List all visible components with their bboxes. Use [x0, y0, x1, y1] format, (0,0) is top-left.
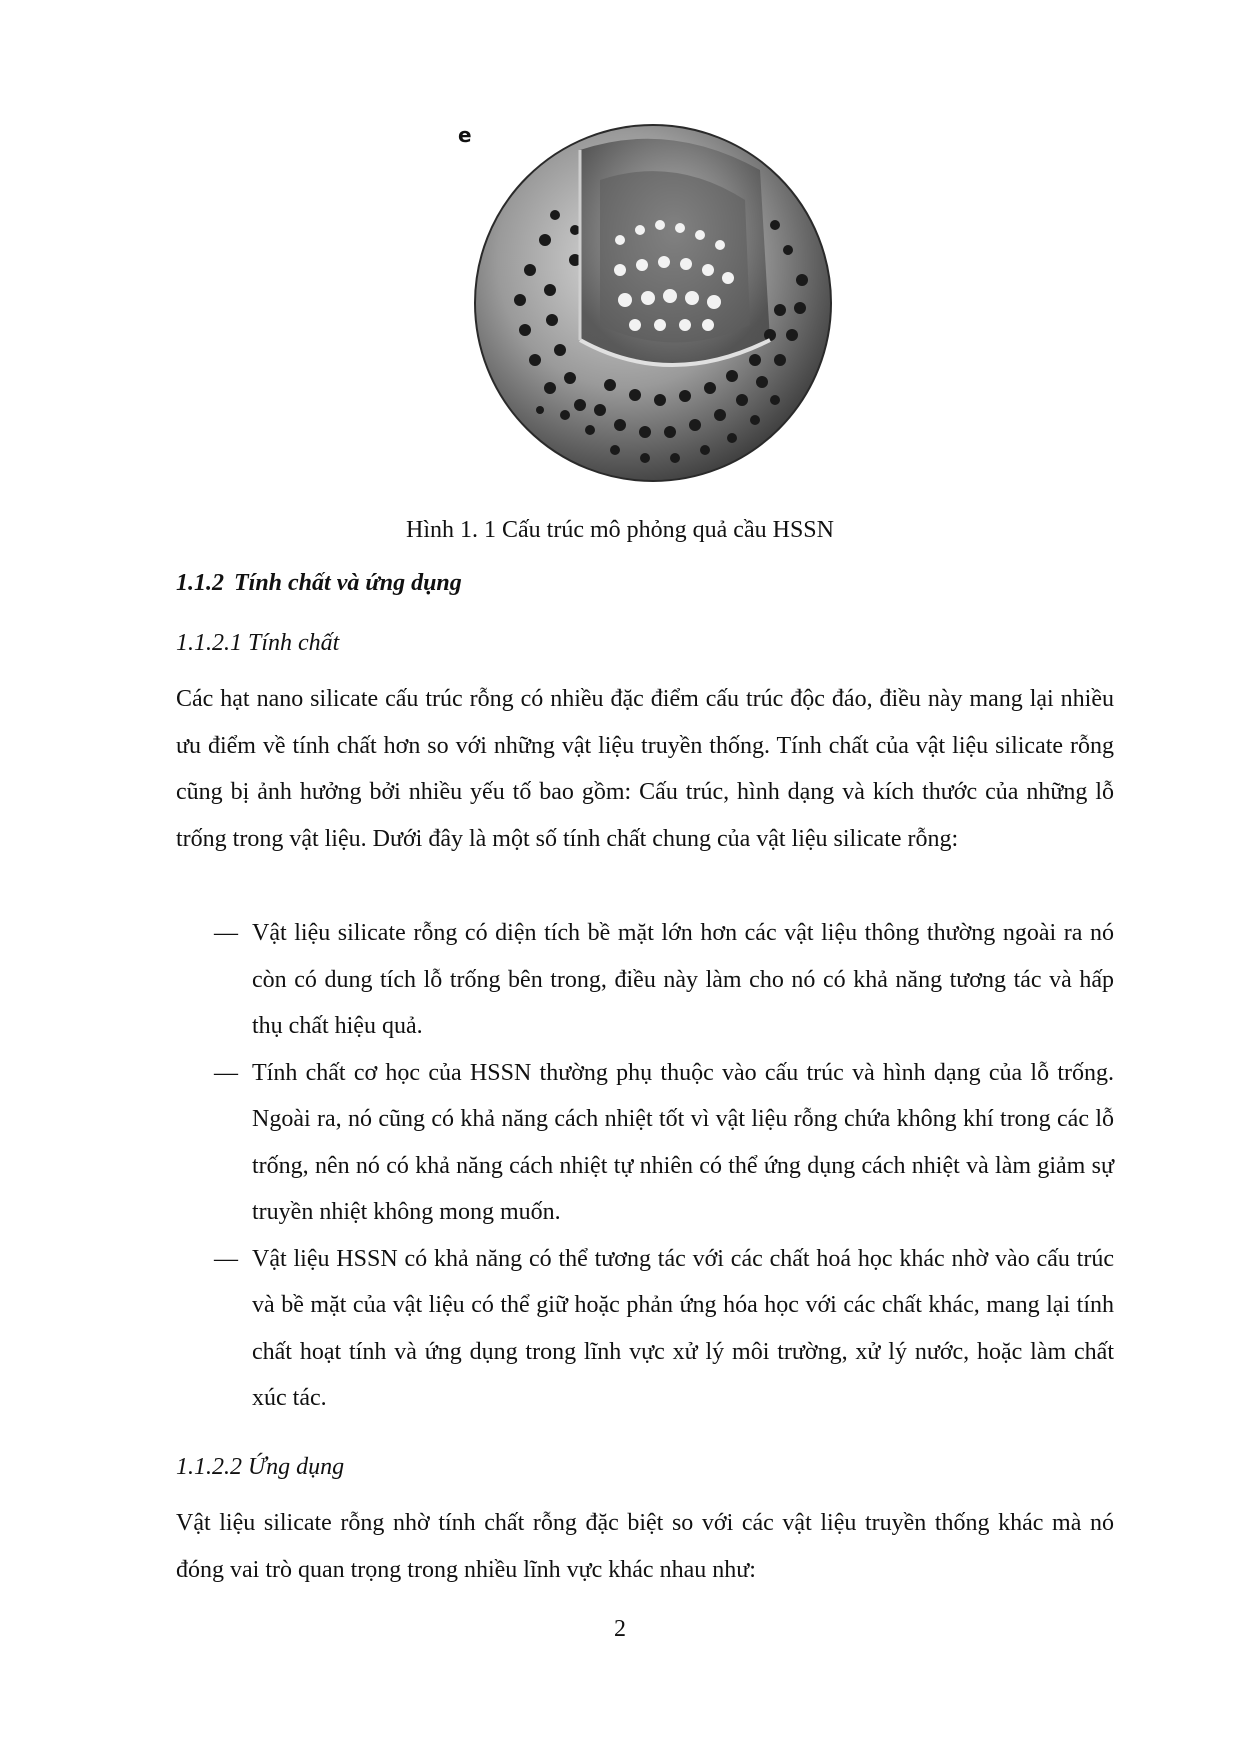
paragraph-ung-dung-intro: Vật liệu silicate rỗng nhờ tính chất rỗng đặc biệt so với các vật liệu truyền thống khác mà nó đóng vai trò quan trọng trong nhiều lĩnh vực khác nhau như: — [176, 1510, 1114, 1583]
section-heading-1-1-2 — [176, 568, 462, 598]
page-number: 2 — [614, 1616, 626, 1642]
section-title: Tính chất và ứng dụng — [234, 570, 462, 596]
subsection-heading-ung-dung: 1.1.2.2 Ứng dụng — [176, 1454, 345, 1480]
subsection-heading-tinh-chat: 1.1.2.1 Tính chất — [176, 630, 340, 656]
bullet-dash: — — [214, 1245, 238, 1272]
list-item: — Vật liệu silicate rỗng có diện tích bề mặt lớn hơn các vật liệu thông thường ngoài ra nó còn có dung tích lỗ trống bên trong, điều này làm cho nó có khả năng tương tác và hấp thụ chất hiệu quả. — [176, 910, 1114, 1050]
property-bullet-list — [176, 910, 1114, 1422]
bullet-dash: — — [214, 920, 238, 946]
bullet-dash: — — [214, 1059, 238, 1086]
figure-caption: Hình 1. 1 Cấu trúc mô phỏng quả cầu HSSN — [406, 517, 834, 543]
hssn-sphere-figure — [470, 120, 836, 486]
sphere-illustration — [470, 120, 836, 486]
list-item: — Vật liệu HSSN có khả năng có thể tương tác với các chất hoá học khác nhờ vào cấu trúc và bề mặt của vật liệu có thể giữ hoặc phản ứng hóa học với các chất khác, mang lại tính chất hoạt tính và ứng dụng trong lĩnh vực xử lý môi trường, xử lý nước, hoặc làm chất xúc tác. — [176, 1236, 1114, 1422]
svg-text:e: e — [458, 124, 472, 146]
list-item: — Tính chất cơ học của HSSN thường phụ thuộc vào cấu trúc và hình dạng của lỗ trống. Ngoài ra, nó cũng có khả năng cách nhiệt tốt vì vật liệu rỗng chứa không khí trong các lỗ trống, nên nó có khả năng cách nhiệt tự nhiên có thể ứng dụng cách nhiệt và làm giảm sự truyền nhiệt không mong muốn. — [176, 1050, 1114, 1236]
paragraph-tinh-chat-intro: Các hạt nano silicate cấu trúc rỗng có nhiều đặc điểm cấu trúc độc đáo, điều này mang lại nhiều ưu điểm về tính chất hơn so với những vật liệu truyền thống. Tính chất của vật liệu silicate rỗng cũng bị ảnh hưởng bởi nhiều yếu tố bao gồm: Cấu trúc, hình dạng và kích thước của những lỗ trống trong vật liệu. Dưới đây là một số tính chất chung của vật liệu silicate rỗng: — [176, 686, 1114, 852]
section-number: 1.1.2 — [176, 570, 224, 596]
